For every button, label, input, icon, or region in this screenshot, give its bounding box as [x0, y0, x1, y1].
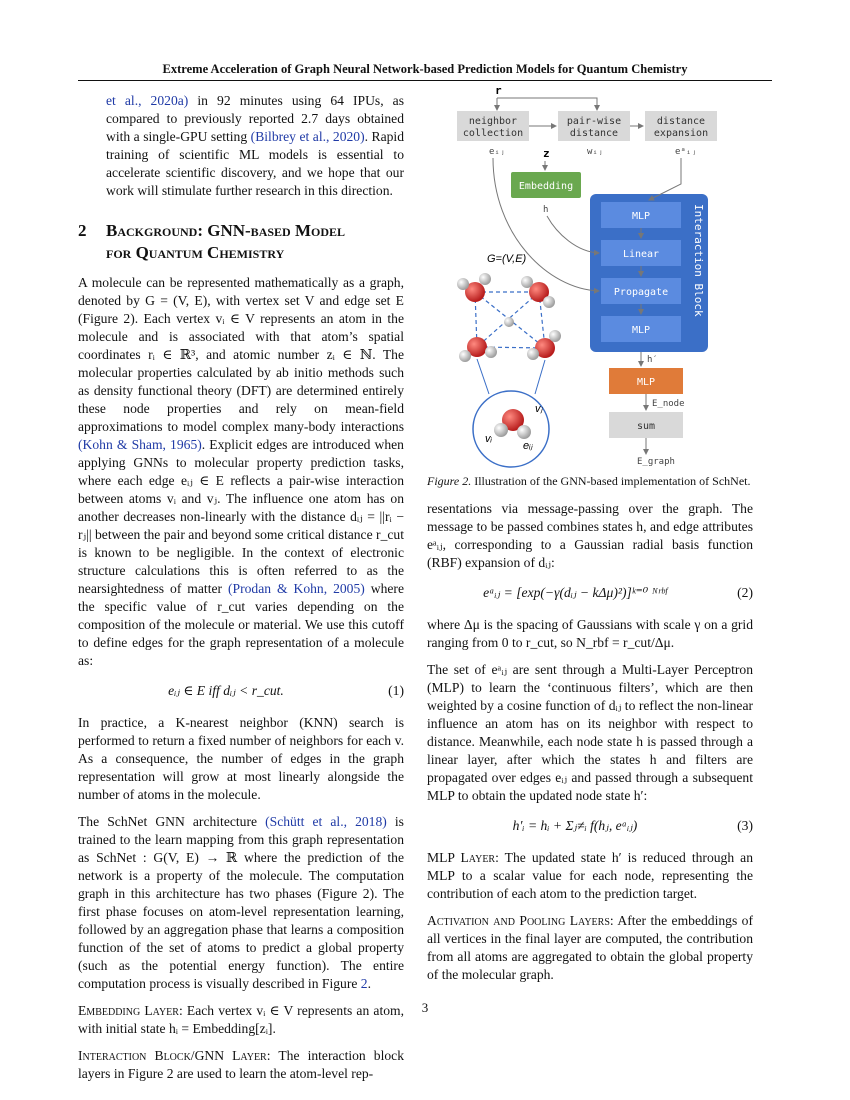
svg-text:E_node: E_node: [652, 399, 685, 409]
svg-text:Embedding: Embedding: [518, 181, 574, 192]
svg-text:vⱼ: vⱼ: [535, 403, 543, 415]
svg-text:MLP: MLP: [631, 211, 651, 222]
left-column: [78, 92, 404, 1092]
citation-link[interactable]: et al., 2020a): [106, 93, 189, 108]
pooling-paragraph: Activation and Pooling Layers: After the embeddings of all vertices in the final layer are computed, the contribution from all atoms are aggregated to obtain the global property of the molecular graph.: [427, 913, 754, 982]
svg-text:distance: distance: [656, 116, 706, 127]
intro-paragraph: et al., 2020a) in 92 minutes using 64 IPUs, as compared to previously reported 2.7 days obtained with a single-GPU setting (Bilbrey et al., 2020). Rapid training of scientific ML models is essential to accelerate scientific discovery, and we hope that our work will stimulate further research in this direction.: [106, 93, 404, 198]
equation-2: eᵃᵢⱼ = [exp(−γ(dᵢⱼ − kΔμ)²)]ᵏ⁼⁰ ᴺʳᵇᶠ (2): [483, 585, 753, 600]
svg-text:eᵃᵢⱼ: eᵃᵢⱼ: [675, 147, 697, 157]
message-passing-paragraph: resentations via message-passing over the graph. The message to be passed combines states h, and edge attributes eᵃᵢⱼ, corresponding to a Gaussian radial basis function (RBF) expansion of dᵢⱼ:: [427, 501, 753, 570]
svg-text:wᵢⱼ: wᵢⱼ: [587, 147, 604, 157]
header-rule: [78, 80, 772, 81]
svg-text:MLP: MLP: [631, 325, 651, 336]
graph-definition-paragraph: A molecule can be represented mathematically as a graph, denoted by G = (V, E), with vertex set V and edge set E (Figure 2). Each vertex vᵢ ∈ V represents an atom in the molecule and is associated with that atom’s spatial coordinates rᵢ ∈ ℝ³, and atomic number zᵢ ∈ ℕ. The molecular properties calculated by ab initio methods such as density functional theory (DFT) are determined entirely these node properties and rely on mean-field approximations to model complex many-body interactions (Kohn & Sham, 1965). Explicit edges are introduced when applying GNNs to molecular property prediction tasks, where each edge eᵢⱼ ∈ E reflects a pair-wise interaction between atoms vᵢ and vⱼ. The influence one atom has on another decreases non-linearly with the distance dᵢⱼ = ||rᵢ − rⱼ|| between the pair and beyond some critical distance r_cut is known to be negligible. In the context of electronic structure calculations this is often referred to as the nearsightedness of matter (Prodan & Kohn, 2005) where the specific value of r_cut varies depending on the composition of the molecule or material. We use this cutoff to define edges for the graph representation of a molecule as:: [78, 275, 404, 668]
svg-text:vᵢ: vᵢ: [485, 433, 492, 445]
rbf-paragraph: where Δμ is the spacing of Gaussians with scale γ on a grid ranging from 0 to r_cut, so N_rbf = r_cut/Δμ.: [427, 617, 753, 650]
svg-text:neighbor: neighbor: [468, 116, 518, 127]
schnet-figure: [427, 84, 757, 484]
equation-1: eᵢⱼ ∈ E iff dᵢⱼ < r_cut. (1): [168, 683, 404, 698]
citation-link[interactable]: (Bilbrey et al., 2020): [250, 129, 365, 144]
svg-text:MLP: MLP: [636, 377, 656, 388]
z-label: z: [543, 147, 550, 160]
interaction-block-label: Interaction Block: [692, 204, 705, 317]
right-column: [427, 500, 753, 993]
svg-text:h′: h′: [647, 355, 658, 365]
svg-text:h: h: [543, 205, 549, 215]
citation-link[interactable]: (Kohn & Sham, 1965): [78, 437, 202, 452]
svg-text:eᵢⱼ: eᵢⱼ: [489, 147, 506, 157]
svg-text:pair-wise: pair-wise: [566, 116, 622, 127]
mlp-layer-paragraph: MLP Layer: The updated state h′ is reduced through an MLP to a scalar value for each node, representing the contribution of each atom to the prediction target.: [427, 850, 753, 901]
r-label: r: [495, 84, 502, 97]
page-number: 3: [421, 1000, 429, 1015]
running-title: Extreme Acceleration of Graph Neural Network-based Prediction Models for Quantum Chemistry: [162, 62, 688, 76]
svg-text:expansion: expansion: [653, 128, 709, 139]
graph-label: G=(V,E): [487, 253, 527, 265]
svg-text:E_graph: E_graph: [637, 457, 675, 467]
embedding-layer-paragraph: Embedding Layer: Each vertex vᵢ ∈ V represents an atom, with initial state hᵢ = Embedding[zᵢ].: [78, 1003, 404, 1036]
section-heading: 2 Background: GNN-based Model for Quantum Chemistry: [78, 221, 346, 262]
svg-text:collection: collection: [462, 128, 524, 139]
figure-caption: Figure 2. Illustration of the GNN-based implementation of SchNet.: [427, 474, 751, 488]
mlp-filter-paragraph: The set of eᵃᵢⱼ are sent through a Multi-Layer Perceptron (MLP) to learn the ‘continuous filters’, which are then weighted by a cosine function of dᵢⱼ to reflect the non-linear influence an atom has on its neighbor with respect to distance. Meanwhile, each node state h is passed through a linear layer, after which the states h and filters are propagated over edges eᵢⱼ and passed through a subsequent MLP to obtain the updated node state h′:: [427, 662, 753, 803]
svg-text:sum: sum: [636, 421, 656, 432]
citation-link[interactable]: (Prodan & Kohn, 2005): [228, 581, 365, 596]
svg-text:Propagate: Propagate: [613, 287, 669, 298]
water-molecules: [457, 273, 561, 362]
svg-text:Linear: Linear: [622, 249, 660, 260]
figure-link[interactable]: 2: [360, 976, 368, 991]
knn-paragraph: In practice, a K-nearest neighbor (KNN) search is performed to return a fixed number of neighbors for each v. As a consequence, the number of edges in the graph representation will grow at most linearly alongside the number of atoms in the molecule.: [78, 715, 404, 802]
schnet-paragraph: The SchNet GNN architecture (Schütt et al., 2018) is trained to the learn mapping from this graph representation as SchNet : G(V, E) → ℝ where the prediction of the network is a property of the molecule. The computation graph in this architecture has two phases (Figure 2). The first phase focuses on atom-level representation learning, followed by an aggregation phase that learns a composition function of the set of atoms to predict a global property (such as the potential energy function). The entire computation process is visually described in Figure 2.: [78, 814, 404, 991]
equation-3: h′ᵢ = hᵢ + Σⱼ≠ᵢ f(hⱼ, eᵃᵢⱼ) (3): [512, 818, 753, 833]
svg-text:eᵢⱼ: eᵢⱼ: [523, 440, 533, 452]
interaction-block-paragraph: Interaction Block/GNN Layer: The interaction block layers in Figure 2 are used to learn the atom-level rep-: [78, 1048, 405, 1081]
citation-link[interactable]: (Schütt et al., 2018): [265, 814, 387, 829]
svg-text:distance: distance: [569, 128, 619, 139]
